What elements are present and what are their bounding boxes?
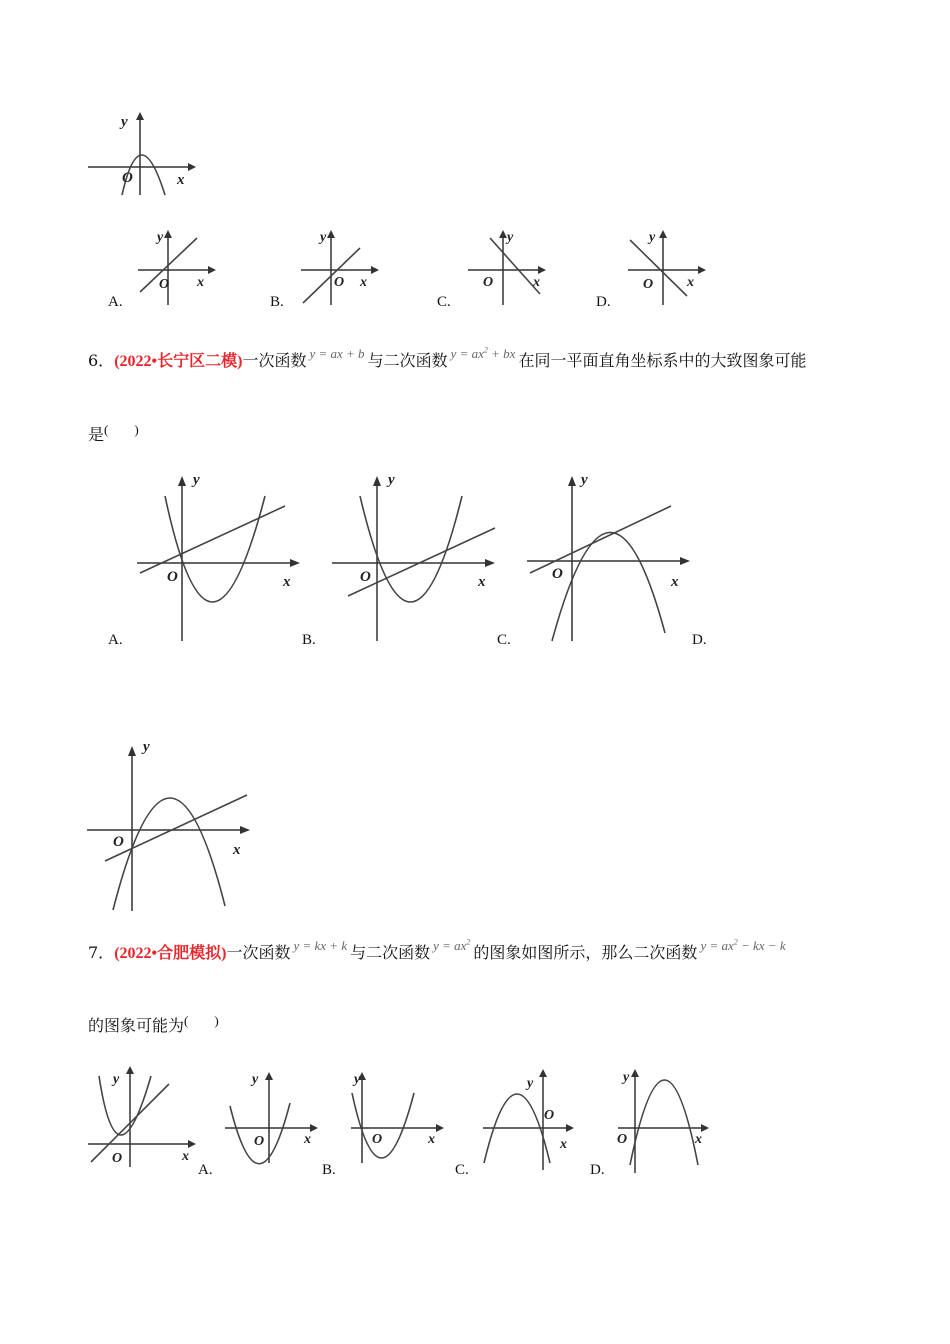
q7-line-2 bbox=[88, 1013, 219, 1036]
q6-graph-a bbox=[135, 468, 310, 643]
q7-graph-a bbox=[222, 1068, 322, 1168]
y-axis-label: y bbox=[193, 472, 200, 488]
x-axis-label: x bbox=[197, 275, 204, 290]
q5-graph-b bbox=[298, 228, 388, 308]
q7-graph-c bbox=[480, 1065, 580, 1175]
q7-option-b[interactable]: B. bbox=[322, 1162, 336, 1178]
q7-number: 7． bbox=[88, 943, 115, 962]
q5-option-d[interactable]: D. bbox=[596, 294, 611, 310]
y-axis-label: y bbox=[649, 230, 656, 245]
x-axis-label: x bbox=[687, 275, 694, 290]
x-axis-label: x bbox=[360, 275, 367, 290]
q7-formula-1: y = kx + k bbox=[293, 938, 348, 953]
q6-graph-d bbox=[85, 738, 265, 913]
origin-label: O bbox=[254, 1134, 265, 1149]
origin-label: O bbox=[113, 834, 124, 850]
origin-label: O bbox=[552, 566, 563, 582]
origin-label: O bbox=[483, 275, 494, 290]
q6-option-c[interactable]: C. bbox=[497, 632, 511, 648]
q6-formula-2: y = ax2 + bx bbox=[450, 345, 516, 361]
q6-text-1: 一次函数 bbox=[242, 351, 307, 370]
y-axis-label: y bbox=[507, 230, 514, 245]
q7-option-c[interactable]: C. bbox=[455, 1162, 469, 1178]
q7-formula-3: y = ax2 − kx − k bbox=[700, 937, 786, 953]
q7-graph-b bbox=[348, 1068, 448, 1168]
origin-label: O bbox=[544, 1108, 555, 1123]
x-axis-label: x bbox=[671, 574, 679, 590]
y-axis-label: y bbox=[320, 230, 327, 245]
q7-text-2: 与二次函数 bbox=[350, 943, 431, 962]
q6-line-1 bbox=[88, 345, 807, 371]
y-axis-label: y bbox=[143, 739, 150, 755]
x-axis-label: x bbox=[478, 574, 486, 590]
y-axis-label: y bbox=[157, 230, 164, 245]
q6-source: (2022•长宁区二模) bbox=[114, 353, 243, 370]
q6-option-d[interactable]: D. bbox=[692, 632, 707, 648]
origin-label: O bbox=[112, 1151, 123, 1166]
x-axis-label: x bbox=[283, 574, 291, 590]
q7-answer-blank[interactable]: ( ) bbox=[184, 1013, 219, 1028]
q6-line-2 bbox=[88, 422, 139, 445]
q6-graph-c bbox=[525, 468, 700, 643]
q5-option-c[interactable]: C. bbox=[437, 294, 451, 310]
x-axis-label: x bbox=[177, 172, 185, 188]
x-axis-label: x bbox=[533, 275, 540, 290]
x-axis-label: x bbox=[560, 1137, 567, 1152]
q6-formula-1: y = ax + b bbox=[309, 346, 365, 361]
q6-graph-b bbox=[330, 468, 505, 643]
q7-reference-graph bbox=[85, 1062, 200, 1172]
q7-text-4: 的图象可能为 bbox=[88, 1016, 185, 1035]
x-axis-label: x bbox=[182, 1149, 189, 1164]
y-axis-label: y bbox=[581, 472, 588, 488]
y-axis-label: y bbox=[113, 1072, 120, 1087]
y-axis-label: y bbox=[354, 1072, 361, 1087]
y-axis-label: y bbox=[252, 1072, 259, 1087]
q6-answer-blank[interactable]: ( ) bbox=[104, 422, 139, 437]
q7-source: (2022•合肥模拟) bbox=[114, 945, 227, 962]
q5-option-a[interactable]: A. bbox=[108, 294, 123, 310]
origin-label: O bbox=[334, 275, 345, 290]
q7-option-a[interactable]: A. bbox=[198, 1162, 213, 1178]
q5-option-d-graph bbox=[85, 110, 205, 200]
x-axis-label: x bbox=[428, 1132, 435, 1147]
q6-text-2: 与二次函数 bbox=[367, 351, 448, 370]
y-axis-label: y bbox=[623, 1070, 630, 1085]
q7-line-1 bbox=[88, 937, 789, 963]
origin-label: O bbox=[122, 170, 133, 186]
y-axis-label: y bbox=[527, 1076, 534, 1091]
origin-label: O bbox=[617, 1132, 628, 1147]
x-axis-label: x bbox=[695, 1132, 702, 1147]
origin-label: O bbox=[643, 277, 654, 292]
q7-graph-d bbox=[615, 1065, 715, 1175]
q6-number: 6． bbox=[88, 351, 115, 370]
q7-option-d[interactable]: D. bbox=[590, 1162, 605, 1178]
q5-option-b[interactable]: B. bbox=[270, 294, 284, 310]
origin-label: O bbox=[159, 277, 170, 292]
origin-label: O bbox=[360, 569, 371, 585]
q6-option-a[interactable]: A. bbox=[108, 632, 123, 648]
q6-option-b[interactable]: B. bbox=[302, 632, 316, 648]
q5-graph-c bbox=[465, 228, 555, 308]
y-axis-label: y bbox=[388, 472, 395, 488]
origin-label: O bbox=[167, 569, 178, 585]
q5-graph-d bbox=[625, 228, 715, 308]
origin-label: O bbox=[372, 1132, 383, 1147]
q6-text-3: 在同一平面直角坐标系中的大致图象可能 bbox=[518, 351, 807, 370]
x-axis-label: x bbox=[304, 1132, 311, 1147]
q7-text-1: 一次函数 bbox=[226, 943, 291, 962]
q7-text-3: 的图象如图所示，那么二次函数 bbox=[473, 943, 698, 962]
q5-graph-a bbox=[135, 228, 225, 308]
q6-text-4: 是 bbox=[88, 425, 105, 444]
q7-formula-2: y = ax2 bbox=[433, 937, 471, 953]
y-axis-label: y bbox=[121, 114, 128, 130]
x-axis-label: x bbox=[233, 842, 241, 858]
